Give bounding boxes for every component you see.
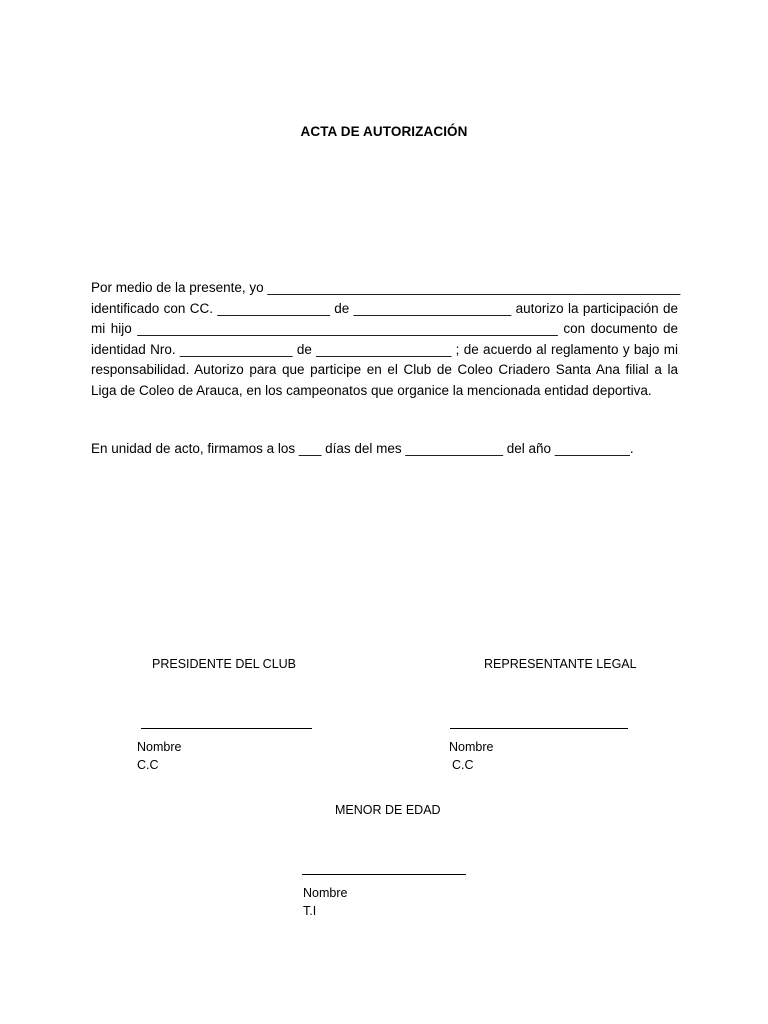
paragraph-line: responsabilidad. Autorizo para que participe en el Club de Coleo Criadero Santa Ana filial a la: [91, 362, 678, 378]
president-signature-line: [141, 728, 312, 729]
representative-id-label: C.C: [452, 758, 474, 772]
authorization-paragraph: [91, 278, 681, 402]
date-sentence: En unidad de acto, firmamos a los ___ días del mes _____________ del año __________.: [91, 441, 634, 456]
paragraph-line: Por medio de la presente, yo _______________________________________________________: [91, 280, 681, 295]
minor-heading: MENOR DE EDAD: [335, 803, 441, 817]
paragraph-line: identidad Nro. _______________ de __________________ ; de acuerdo al reglamento y bajo mi: [91, 341, 678, 357]
president-id-label: C.C: [137, 758, 159, 772]
representative-name-label: Nombre: [449, 740, 494, 754]
representative-heading: REPRESENTANTE LEGAL: [484, 657, 637, 671]
paragraph-line: Liga de Coleo de Arauca, en los campeonatos que organice la mencionada entidad deportiva.: [91, 382, 652, 398]
representative-signature-line: [450, 728, 628, 729]
document-title: ACTA DE AUTORIZACIÓN: [300, 124, 468, 139]
minor-signature-line: [302, 874, 466, 875]
president-name-label: Nombre: [137, 740, 182, 754]
paragraph-line: mi hijo ________________________________________________________ con documento de: [91, 321, 678, 337]
minor-name-label: Nombre: [303, 886, 348, 900]
paragraph-line: identificado con CC. _______________ de _____________________ autorizo la participación de: [91, 300, 678, 316]
minor-id-label: T.I: [303, 904, 317, 918]
president-heading: PRESIDENTE DEL CLUB: [152, 657, 297, 671]
